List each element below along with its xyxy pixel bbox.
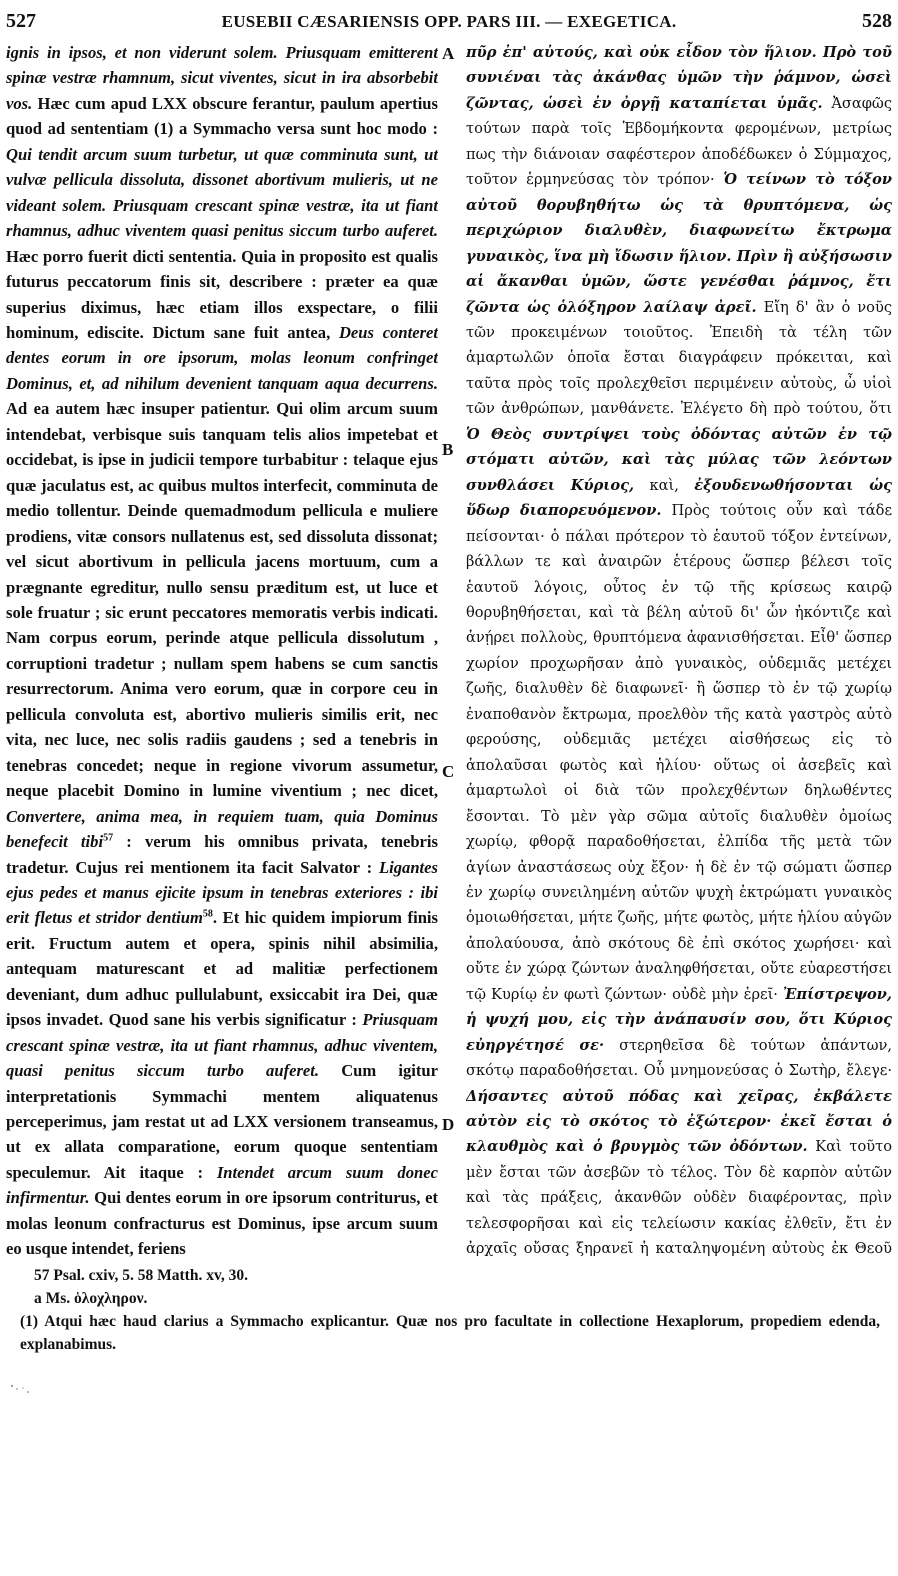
running-title: EUSEBII CÆSARIENSIS OPP. PARS III. — EXEGETICA. [221,12,677,31]
margin-letter-b: B [442,440,454,459]
latin-footnote-marker: 57 [103,832,114,844]
running-header [6,10,892,38]
latin-quotation: ignis in ipsos, et non viderunt solem. Priusquam emitterent spinæ vestræ rhamnum, sicut viventes, sicut in ira absorbebit vos. [6,43,438,113]
ink-specks [8,1380,48,1400]
greek-segment: Ἀσαφῶς τούτων παρὰ τοῖς Ἑβδομήκοντα φερομένων, μετρίως πως τὴν διάνοιαν σαφέστερον ἀποδέδωκεν ὁ Σύμμαχος, τοῦτον ἑρμηνεύσας τὸν τρόπον· [466,94,892,189]
footnote-references: 57 Psal. cxiv, 5. 58 Matth. xv, 30. [34,1267,248,1284]
greek-quotation: Ὁ τείνων τὸ τόξον αὐτοῦ θορυβηθήτω ὡς τὰ θρυπτόμενα, ὡς περιχώριον διαλυθὲν, διαφωνείτω ἔκτρωμα γυναικὸς, ἵνα μὴ ἴδωσιν ἥλιον. Πρὶν ἢ αὐξήσωσιν αἱ ἄκανθαι ὑμῶν, ὥστε γενέσθαι ῥάμνος, ἔτι ζῶντα ὡς ὁλόξηρον λαίλαψ ἀρεῖ. [466,171,892,316]
latin-segment: . Et hic quidem impiorum finis erit. Fructum autem et opera, spinis nihil absimilia, antequam maturescant et ad malitiæ perfectionem deveniant, dum adhuc pullulabunt, exsiccabit ira Dei, quæ ipsos invadet. Quod sane his verbis significatur : [6,908,438,1030]
greek-quotation: Δήσαντες αὐτοῦ πόδας καὶ χεῖρας, ἐκβάλετε αὐτὸν εἰς τὸ σκότος τὸ ἐξώτερον· ἐκεῖ ἔσται ὁ κλαυθμὸς καὶ ὁ βρυγμὸς τῶν ὀδόντων. [466,1087,892,1156]
greek-segment: στερηθεῖσα δὲ τούτων ἁπάντων, σκότῳ παραδοθήσεται. Οὗ μνημονεύσας ὁ Σωτὴρ, ἔλεγε· [466,1036,892,1080]
latin-footnote-marker: 58 [202,908,213,920]
greek-column [466,40,892,1262]
latin-text [6,40,438,1262]
latin-column [6,40,438,1262]
latin-quotation: Qui tendit arcum suum turbetur, ut quæ comminuta sunt, ut vulvæ pellicula dissoluta, dissonet abortivum mulieris, ut ne videant solem. Priusquam crescant spinæ vestræ, ita ut fiant rhamnus, adhuc viventem quasi penitus siccum turbo auferet. [6,144,438,241]
latin-segment: Hæc cum apud LXX obscure ferantur, paulum apertius quod ad sententiam (1) a Symmacho versa sunt hoc modo : [6,93,438,139]
greek-segment: Πρὸς τούτοις οὖν καὶ τάδε πείσονται· ὁ πάλαι πρότερον τὸ ἑαυτοῦ τόξον ἐντείνων, βάλλων τε καὶ ἀναιρῶν ἑτέρους ὥσπερ βέλεσι τοῖς ἑαυτοῦ λόγοις, οὗτος ἐν τῷ τῆς κρίσεως καιρῷ θορυβηθήσεται, καὶ τὰ βέλη αὐτοῦ δι' ὧν ἠκόντιζε καὶ ἀνῄρει πολλοὺς, θρυπτόμενα ἀφανισθήσεται. Εἶθ' ὥσπερ χωρίον προχωρῆσαν ἀπὸ γυναικὸς, οὐδεμιᾶς μετέχει ζωῆς, διαλυθὲν δὲ διαφωνεῖ· ἢ ὥσπερ τὸ ἐν τῷ χωρίῳ ἐναποθανὸν ἔκτρωμα, προελθὸν τῆς κατὰ γαστρὸς αὐτὸ φερούσης, οὐδεμιᾶς μετέχει αἰσθήσεως εἰς τὸ ἀπολαῦσαι φωτὸς καὶ ἡλίου· οὕτως οἱ ἀσεβεῖς καὶ ἁμαρτωλοὶ οἱ διὰ τῶν προλεχθέντων δηλωθέντες ἔσονται. Τὸ μὲν γὰρ σῶμα αὐτοῖς διαλυθὲν ὁμοίως χωρίῳ, φθορᾷ παραδοθήσεται, ἐλπίδα τῆς μετὰ τῶν ἁγίων ἀναστάσεως οὐχ ἔξον· ἡ δὲ ἐν τῷ σώματι ὥσπερ ἐν χωρίῳ συνειλημένη αὐτῶν ψυχὴ ἐκτρώματι γυναικὸς ὁμοιωθήσεται, μήτε ζωῆς, μήτε φωτὸς, μήτε ἡλίου αὐγῶν ἀπολαύουσα, ἀπὸ σκότους δὲ ἐπὶ σκότος χωρήσει· καὶ οὔτε ἐν χώρᾳ ζώντων ἀναληφθήσεται, οὔτε εὐαρεστήσει τῷ Κυρίῳ ἐν φωτὶ ζώντων· οὐδὲ μὴν ἐρεῖ· [466,502,892,1003]
latin-segment: Qui dentes eorum in ore ipsorum contriturus, et molas leonum confracturus est Dominus, ipse arcum suum eo usque intendet, feriens [6,1188,438,1259]
page-number-right: 528 [862,10,892,32]
latin-quotation: Convertere, anima mea, in requiem tuam, quia Dominus benefecit tibi [6,806,438,852]
latin-segment: Hæc porro fuerit dicti sententia. Quia in proposito est qualis futurus peccatorum finis sit, describere : præter ea quæ superius diximus, hæc etiam illos exspectare, o filii hominum, ediscite. Dictum sane fuit antea, [6,246,438,342]
greek-segment: Εἴη δ' ἂν ὁ νοῦς τῶν προκειμένων τοιοῦτος. Ἐπειδὴ τὰ τέλη τῶν ἁμαρτωλῶν ὁποῖα ἔσται διαγράφειν πρόκειται, καὶ ταῦτα πρὸς τοῖς προλεχθεῖσι περιμένειν αὐτοὺς, ὦ υἱοὶ τῶν ἀνθρώπων, μανθάνετε. Ἐλέγετο δὴ πρὸ τούτου, ὅτι [466,298,892,418]
greek-quotation: πῦρ ἐπ' αὐτούς, καὶ οὐκ εἶδον τὸν ἥλιον. Πρὸ τοῦ συνιέναι τὰς ἀκάνθας ὑμῶν τὴν ῥάμνον, ὡσεὶ ζῶντας, ὡσεὶ ἐν ὀργῇ καταπίεται ὑμᾶς. [466,44,892,112]
footnote-symmachus: (1) Atqui hæc haud clarius a Symmacho explicantur. Quæ nos pro facultate in collectione Hexaplorum, propediem edenda, explanabimus. [20,1313,880,1353]
latin-segment: : verum his omnibus privata, tenebris tradetur. Cujus rei mentionem ita facit Salvator : [6,832,438,877]
latin-quotation: Intendet arcum suum donec infirmentur. [6,1162,438,1208]
greek-quotation: Ἐπίστρεψον, ἡ ψυχή μου, εἰς τὴν ἀνάπαυσίν σου, ὅτι Κύριος εὐηργέτησέ σε· [466,985,892,1054]
footnotes [20,1264,880,1356]
greek-quotation: ἐξουδενωθήσονται ὡς ὕδωρ διαπορευόμενον. [466,476,892,520]
margin-letter-c: C [442,762,455,781]
margin-letter-d: D [442,1115,455,1134]
latin-quotation: Priusquam crescant spinæ vestræ, ita ut fiant rhamnus, adhuc viventem, quasi penitus siccum turbo auferet. [6,1010,438,1081]
greek-quotation: Ὁ Θεὸς συντρίψει τοὺς ὀδόντας αὐτῶν ἐν τῷ στόματι αὐτῶν, καὶ τὰς μύλας τῶν λεόντων συνθλάσει Κύριος, [466,425,892,494]
latin-segment: Ad ea autem hæc insuper patientur. Qui olim arcum suum intendebat, verbisque suis tanquam telis alios impetebat et occidebat, is ipse in judicii tempore turbabitur : telaque ejus quæ jaculatus est, ac quibus multos interfecit, comminuta de medio tollentur. Deinde quemadmodum pellicula e muliere prodiens, vitæ consors nullatenus est, sed dissoluta dissonat; vel sicut abortivum in pellicula jacens mortuum, cum a prægnante egreditur, nullo sensu præditum est, ut luce et sole fruatur ; sic erunt peccatores memoratis verbis indicati. Nam corpus eorum, perinde atque pellicula dissolutum , corruptioni tradetur ; nullam spem habens se cum sanctis resurrectorum. Anima vero eorum, quæ in corpore ceu in pellicula convoluta est, abortivo mulieris similis erit, nec vita, nec luce, nec solis radiis gaudens ; sed a tenebris in tenebras concedet; neque in regione vivorum assumetur, neque placebit Domino in lumine viventium ; nec dicet, [6,399,438,801]
margin-letters [438,40,466,1262]
page-number-left: 527 [6,10,36,32]
latin-quotation: Deus conteret dentes eorum in ore ipsorum, molas leonum confringet Dominus, et, ad nihilum devenient tanquam aqua decurrens. [6,322,438,393]
latin-quotation: Ligantes ejus pedes et manus ejicite ipsum in tenebras exteriores : ibi erit fletus et stridor dentium [6,857,438,928]
latin-segment: Cum igitur interpretationis Symmachi mentem aliquatenus perceperimus, jam restat ut ad LXX versionem transeamus, ut ex allata comparatione, eorum quoque sententiam speculemur. Ait itaque : [6,1061,438,1182]
greek-text [466,40,892,1262]
greek-segment: Καὶ τοῦτο μὲν ἔσται τῶν ἀσεβῶν τὸ τέλος. Τὸν δὲ καρπὸν αὐτῶν καὶ τὰς πράξεις, ἀκανθῶν οὐδὲν διαφέροντας, πρὶν τελεσφορῆσαι καὶ εἰς τελείωσιν κακίας ἐλθεῖν, ἔτι ἐν ἀρχαῖς οὔσας ξηρανεῖ ἡ καταληψομένη αὐτοὺς ἐκ Θεοῦ [466,1138,892,1258]
footnote-manuscript: a Ms. ὁλοχληρον. [34,1290,148,1307]
margin-letter-a: A [442,44,455,63]
greek-segment: καὶ, [634,476,695,494]
